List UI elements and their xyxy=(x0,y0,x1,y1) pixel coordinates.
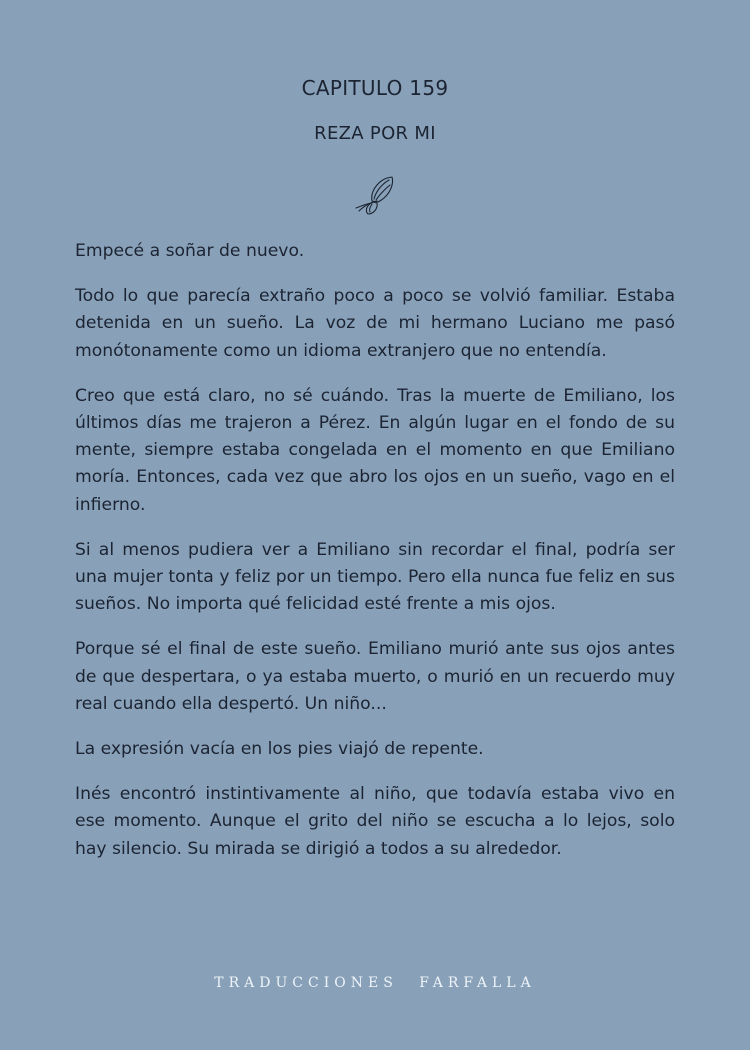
paragraph-7: Inés encontró instintivamente al niño, que todavía estaba vivo en ese momento. Aunque el grito del niño se escucha a lo lejos, solo hay silencio. Su mirada se dirigió a todos a su alrededor. xyxy=(75,784,675,859)
paragraph-2: Todo lo que parecía extraño poco a poco se volvió familiar. Estaba detenida en un sueño. La voz de mi hermano Luciano me pasó monótonamente como un idioma extranjero que no entendía. xyxy=(75,286,675,361)
paragraph-5: Porque sé el final de este sueño. Emiliano murió ante sus ojos antes de que despertara, o ya estaba muerto, o murió en un recuerdo muy real cuando ella despertó. Un niño... xyxy=(75,639,675,714)
chapter-number: CAPITULO 159 xyxy=(301,76,449,100)
paragraph-1: Empecé a soñar de nuevo. xyxy=(75,241,305,261)
paragraph-4: Si al menos pudiera ver a Emiliano sin recordar el final, podría ser una mujer tonta y feliz por un tiempo. Pero ella nunca fue feliz en sus sueños. No importa qué felicidad esté frente a mis ojos. xyxy=(75,539,675,615)
chapter-title: REZA POR MI xyxy=(314,123,436,144)
translator-credit: TRADUCCIONES FARFALLA xyxy=(214,975,536,991)
chapter-body xyxy=(75,238,675,881)
butterfly-icon xyxy=(350,174,398,216)
paragraph-6: La expresión vacía en los pies viajó de repente. xyxy=(75,739,484,760)
paragraph-3: Creo que está claro, no sé cuándo. Tras la muerte de Emiliano, los últimos días me trajeron a Pérez. En algún lugar en el fondo de su mente, siempre estaba congelada en el momento en que Emiliano moría. Entonces, cada vez que abro los ojos en un sueño, vago en el infierno. xyxy=(75,385,675,515)
